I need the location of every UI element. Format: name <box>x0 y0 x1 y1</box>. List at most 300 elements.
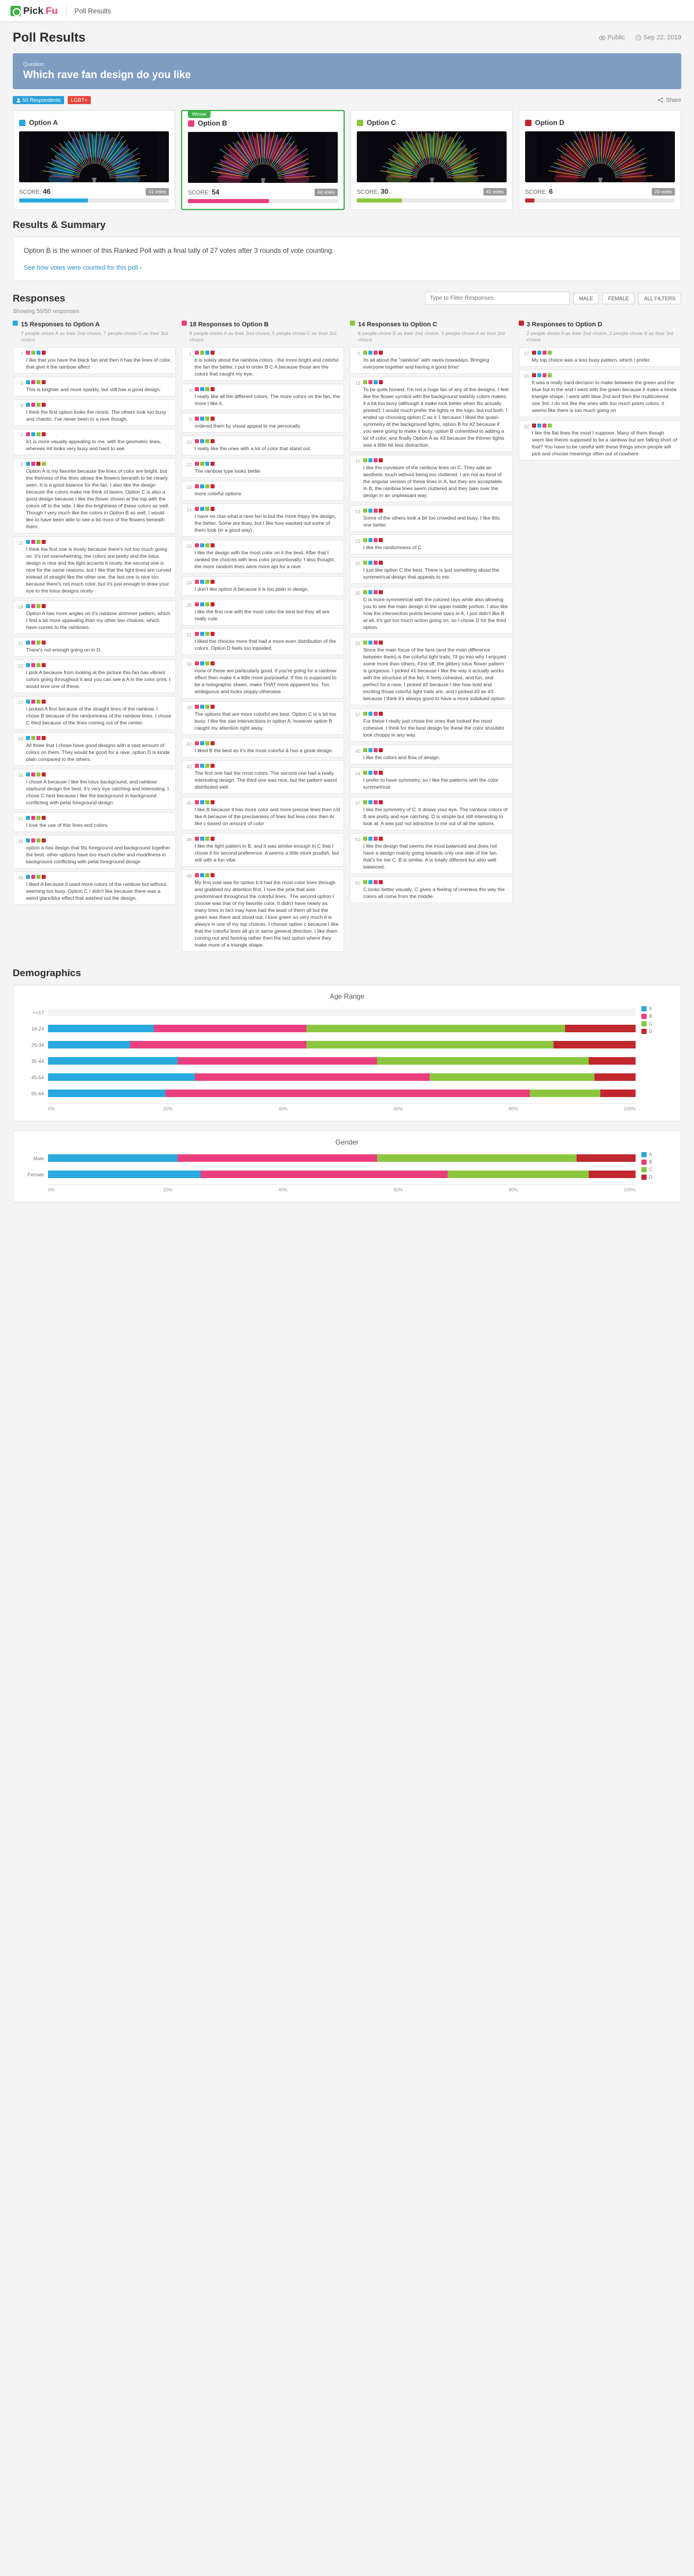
column-subtitle: 7 people chose A as their 2nd choice, 7 people chose C as their 3rd choice <box>21 330 168 343</box>
eye-icon <box>599 35 606 41</box>
response-comment[interactable] <box>182 436 345 455</box>
chart-xtick: 20% <box>163 1187 173 1193</box>
divider <box>66 5 67 17</box>
response-comment[interactable] <box>350 505 513 532</box>
legend-label: B <box>649 1159 652 1165</box>
comment-rank-swatches <box>195 837 341 841</box>
comment-rank-swatches <box>195 543 341 547</box>
comment-text: The options that are more colorful are best. Option C is a bit too busy. I like the star intersections in option A, however option B caught my attention right away. <box>194 711 337 731</box>
comment-rank-swatches <box>195 580 341 584</box>
bar-segment-C <box>448 1171 589 1178</box>
column-title: 18 Responses to Option B <box>189 321 269 328</box>
filter-chip-male[interactable]: MALE <box>573 293 599 304</box>
column-subtitle: 6 people chose B as their 2nd choice, 5 people chose A as their 3rd choice <box>358 330 505 343</box>
response-comment[interactable] <box>182 384 345 410</box>
filter-responses-input[interactable] <box>425 292 570 305</box>
comment-number: 33 <box>355 641 360 646</box>
response-comment[interactable] <box>13 458 176 533</box>
comment-text: I really like all the different colors. The more colors on the fan, the more I like it. <box>194 393 340 406</box>
option-card-option-b[interactable] <box>181 110 345 210</box>
response-comment[interactable] <box>182 658 345 698</box>
response-comment[interactable] <box>13 377 176 396</box>
comment-number: 23 <box>355 538 360 544</box>
comment-rank-swatches <box>363 880 509 884</box>
filter-chip-female[interactable]: FEMALE <box>602 293 634 304</box>
comment-text: I like the symmetry of C. It draws your eye. The rainbow colors of B are pretty and eye catching. D is simple but still interesting to look at. A was just not attractive to me out of all the options. <box>363 806 508 826</box>
chart-bars <box>48 1041 636 1048</box>
bar-segment-C <box>530 1090 600 1097</box>
option-score: SCORE: 54 <box>188 188 220 196</box>
bar-segment-A <box>48 1171 201 1178</box>
bar-segment-A <box>48 1073 195 1081</box>
comment-text: I picked A first because of the straight lines of the rainbow. I chose B because of the randomness of the rainbow lines. I chose C third because of the lines coming out of the center. <box>26 705 172 726</box>
comment-rank-swatches <box>532 351 678 355</box>
option-image[interactable] <box>525 131 675 182</box>
comment-text: I really like the ones with a lot of color that stand out. <box>194 445 312 451</box>
response-comment[interactable] <box>350 377 513 452</box>
results-summary-title: Results & Summary <box>13 219 106 230</box>
comment-rank-swatches <box>195 439 341 443</box>
chart-xtick: 100% <box>623 1187 636 1193</box>
bar-segment-B <box>178 1057 377 1065</box>
date-indicator <box>636 34 681 41</box>
comment-number: 18 <box>18 604 23 610</box>
comment-text: I like the design with the most color on it the best. After that I ranked the choices with less color proportionally. I also thought the more random lines were more apt for a rave. <box>194 549 334 569</box>
response-comment[interactable] <box>182 413 345 433</box>
option-image[interactable] <box>188 132 338 183</box>
legend-item-A[interactable] <box>641 1006 673 1011</box>
response-comment[interactable] <box>13 347 176 374</box>
chart-plot-area <box>21 1152 636 1193</box>
response-comment[interactable] <box>519 420 682 461</box>
comment-text: I liked A because it used more colors of the rainbow but without seeming too busy. Option C I didn't like because there was a weird glare/blur effect that washed out the design. <box>26 881 167 901</box>
comment-number: 47 <box>355 800 360 806</box>
audience-badge <box>68 96 91 104</box>
legend-item-D[interactable] <box>641 1029 673 1034</box>
badges <box>13 96 91 104</box>
comment-number: 34 <box>18 772 23 778</box>
option-score-bar-fill <box>19 198 88 203</box>
comment-rank-swatches <box>363 837 509 841</box>
topbar-title: Poll Results <box>74 6 112 15</box>
bar-segment-B <box>154 1025 307 1032</box>
comment-text: To be quite honest, I'm not a huge fan of any of the designs. I feel like the flower symbol with the background swishly colors makes it a bit too busy (although it make look better when fits actually printed). I would much prefer the lights or the logo, but not both. I ended up choosing option C as # 1 because I liked the quasi-symmetry of the background lights, option B for #2 because if you were going to make it busy, option B committed to adding a lot of color, and finally Option A as #3 because the thinner lights was a little bit less distraction. <box>363 386 509 448</box>
response-comment[interactable] <box>182 870 345 952</box>
comment-text: more colorful options <box>194 490 242 496</box>
date-label: Sep 22, 2019 <box>643 34 681 41</box>
response-comment[interactable] <box>350 587 513 634</box>
chart-category-label: 18-24 <box>31 1025 44 1032</box>
respondents-badge <box>13 96 64 104</box>
response-comment[interactable] <box>182 576 345 596</box>
legend-label: D <box>649 1028 652 1034</box>
option-votes: 44 votes <box>315 189 338 196</box>
comment-rank-swatches <box>26 540 172 544</box>
demographics-title: Demographics <box>13 967 82 978</box>
option-name: Option A <box>29 119 58 127</box>
comment-text: I pick A because from looking at the picture this fan has vibrant colors going throughout it and you can see a A in the color print. I would love one of these. <box>26 669 171 689</box>
chart-bars <box>48 1057 636 1065</box>
chart-xtick: 40% <box>278 1187 288 1193</box>
legend-item-A[interactable] <box>641 1152 673 1157</box>
bar-segment-C <box>377 1057 589 1065</box>
chart-bars <box>48 1073 636 1081</box>
response-comment[interactable] <box>13 399 176 426</box>
legend-label: A <box>649 1006 652 1011</box>
comment-rank-swatches <box>363 712 509 716</box>
comment-rank-swatches <box>195 661 341 665</box>
people-icon <box>16 98 21 102</box>
chart-bars <box>48 1154 636 1162</box>
comment-rank-swatches <box>363 590 509 594</box>
option-header <box>19 119 169 127</box>
comment-number: 24 <box>186 580 192 586</box>
chart-category-label: 55-64 <box>31 1090 44 1096</box>
option-score-row <box>188 188 338 196</box>
comment-number: 26 <box>186 602 192 608</box>
chart-category-label: Female <box>27 1171 44 1177</box>
comment-number: 2 <box>20 351 23 356</box>
comment-number: 49 <box>186 873 192 879</box>
chart-xtick: 80% <box>508 1106 518 1112</box>
response-comment[interactable] <box>182 628 345 655</box>
comment-text: I liked B the best as it's the most colorful & has a great design. <box>194 747 333 753</box>
option-score-bar <box>357 198 507 203</box>
response-comment[interactable] <box>13 660 176 693</box>
comment-rank-swatches <box>363 561 509 565</box>
comment-number: 4 <box>189 387 192 393</box>
comment-rank-swatches <box>26 641 172 645</box>
question-label: Question <box>23 61 45 67</box>
option-name: Option C <box>367 119 396 127</box>
response-comment[interactable] <box>350 535 513 554</box>
comment-number: 20 <box>186 543 192 549</box>
responses-filter-row <box>425 292 681 305</box>
comment-text: This is brighter and more sparkly, but still has a good design. <box>26 386 161 392</box>
option-color-swatch <box>525 120 531 126</box>
option-card-option-a[interactable] <box>13 110 175 210</box>
comment-number: 16 <box>355 458 360 464</box>
comment-rank-swatches <box>532 424 678 428</box>
comment-number: 6 <box>20 403 23 409</box>
comment-text: I liked the choices more that had a more even distribution of the colors. Option D feels too lopsided. <box>194 638 336 651</box>
option-score: SCORE: 6 <box>525 187 553 196</box>
comment-rank-swatches <box>26 403 172 407</box>
column-color-swatch <box>519 321 524 326</box>
comment-number: 27 <box>18 700 23 705</box>
response-comment[interactable] <box>13 637 176 657</box>
chart-xtick: 60% <box>393 1106 403 1112</box>
vote-count-link[interactable]: See how votes were counted for this poll › <box>24 264 142 271</box>
response-comment[interactable] <box>350 745 513 764</box>
comment-rank-swatches <box>195 387 341 391</box>
brand-name-pick: Pick <box>23 5 43 16</box>
comment-number: 10 <box>186 439 192 445</box>
option-image[interactable] <box>357 131 507 182</box>
share-label: Share <box>666 97 681 104</box>
response-comment[interactable] <box>182 481 345 501</box>
chart-legend <box>641 1006 673 1112</box>
response-column-header <box>182 319 345 343</box>
comment-number: 39 <box>186 705 192 711</box>
comment-text: Some of the others look a bit too crowded and busy. I like this one better. <box>363 514 500 528</box>
response-comment[interactable] <box>350 637 513 705</box>
responses-title: Responses <box>13 292 65 304</box>
comment-number: 45 <box>186 800 192 806</box>
responses-header <box>13 292 681 305</box>
comment-rank-swatches <box>363 380 509 384</box>
response-comment[interactable] <box>13 769 176 809</box>
response-comment[interactable] <box>182 760 345 794</box>
response-comment[interactable] <box>182 738 345 757</box>
comment-rank-swatches <box>363 538 509 542</box>
bar-segment-A <box>48 1057 178 1065</box>
response-comment[interactable] <box>182 701 345 735</box>
comment-text: Since the main focus of the fans (and the main difference between them) is the colorful light trails, I'll go into why I enjoyed some more than others. First off, the glittery lotus flower pattern is gorgeous. I picked #1 because I like the way it actually works with the structure of the fan. It feels cohesive, and fun, and perfect for a rave. I picked #2 because I like how bold and exciting those colorful light trails are, and I picked #3 as #3 because I think it's always good to have a more subdued option. <box>363 646 506 701</box>
comment-text: I like the first one with the most color the best but they all are really cute <box>194 608 330 621</box>
response-comment[interactable] <box>519 347 682 367</box>
response-comment[interactable] <box>350 347 513 374</box>
comment-number: 1 <box>189 351 192 356</box>
comment-number: 7 <box>20 432 23 438</box>
chart-row <box>21 1152 636 1165</box>
comment-number: 32 <box>523 424 529 429</box>
app-logo[interactable] <box>10 5 58 17</box>
response-comment[interactable] <box>182 797 345 830</box>
comment-text: I think the first option looks the nicest. The others look too busy and chaotic. I've never been to a rave though. <box>26 409 167 422</box>
comment-rank-swatches <box>26 875 172 879</box>
comment-number: 8 <box>20 462 23 468</box>
comment-text: I like B because it has more color and more precise lines then c/d like A because of the preciseness of lines but less color then A/ like c based on amount of color <box>194 806 340 826</box>
chart-xtick: 60% <box>393 1187 403 1193</box>
option-score-bar <box>188 199 338 203</box>
comment-text: I like the flat lines the most I suppose. Many of them though seem like theres supposed to be a rainbow but are falling short of that? You have to be careful with these things since people will pick and choose meanings often out of nowhere. <box>531 429 677 457</box>
column-color-swatch <box>13 321 18 326</box>
share-button[interactable] <box>658 97 681 104</box>
response-comment[interactable] <box>350 833 513 874</box>
comment-text: I think the first one is lovely because there's not too much going on. It's not overwhelming, the colors are pretty and the lotus design is nice and the light accents it nicely. the second one is nice for the same reasons, but I like that the light lines are curved instead of straight like the other one. the last one is nice too because there's not much color, but it's just enough to draw your eye to the lotus designs nicely <box>26 546 171 594</box>
response-comment[interactable] <box>350 708 513 742</box>
chart-category-label: 25-34 <box>31 1042 44 1048</box>
response-comment[interactable] <box>182 347 345 381</box>
option-header <box>188 119 338 127</box>
comment-rank-swatches <box>363 748 509 752</box>
comment-text: Its all about the "rainbow" with raves nowadays. Bringing everyone together and having a good time! <box>363 356 489 370</box>
comment-number: 12 <box>186 462 192 468</box>
response-comment[interactable] <box>350 557 513 584</box>
comment-rank-swatches <box>26 838 172 842</box>
response-comment[interactable] <box>13 871 176 905</box>
bar-segment-B <box>130 1041 307 1048</box>
response-comment[interactable] <box>13 733 176 766</box>
bar-segment-A <box>48 1154 178 1162</box>
responses-columns <box>13 319 681 955</box>
chart-xtick: 80% <box>508 1187 518 1193</box>
response-comment[interactable] <box>13 696 176 730</box>
comment-number: 31 <box>186 632 192 638</box>
response-comment[interactable] <box>350 797 513 830</box>
bar-segment-B <box>195 1073 430 1081</box>
comment-text: I just like option C the best. There is just something about the symmetrical design that appeals to me. <box>363 566 500 580</box>
response-comment[interactable] <box>13 429 176 455</box>
comment-text: My first vote was for option b it had the most color lines through and grabbed my attention first. I love the pink that was predominant throughout the colorful lines.. The second option I choose was that of my favorite color. It didn't have nearly as many lines in fact may have had the least of them all but the green was there and stood out. I love green so very much it is always in one of my top choices. I choose option c because I like that the colorful lines all go in same general direction. I like them coming out and fanning rather then the last option where they make more of a triangle shape. <box>194 879 339 948</box>
comment-text: #1 is more visually appealing to me, with the geometric lines, whereas #4 looks very busy and hard to see. <box>26 438 161 451</box>
comment-rank-swatches <box>532 373 678 377</box>
bar-segment-C <box>377 1154 577 1162</box>
chart-bars <box>48 1009 636 1016</box>
comment-text: ordered them by visual appeal to me personally <box>194 422 301 429</box>
comment-rank-swatches <box>195 507 341 511</box>
chart-row <box>21 1022 636 1035</box>
comment-text: I like the colors and flow of design. <box>363 754 440 760</box>
column-title: 15 Responses to Option A <box>21 321 100 328</box>
share-icon <box>658 97 663 103</box>
results-summary-card <box>13 237 681 281</box>
comment-text: For these I really just chose the ones that looked the most cohesive. I think for the best design for these the color shouldnt look choppy in any way. <box>363 717 504 738</box>
response-comment[interactable] <box>182 599 345 625</box>
response-comment[interactable] <box>182 833 345 867</box>
legend-item-C[interactable] <box>641 1167 673 1172</box>
option-votes: 41 votes <box>483 188 507 196</box>
chart-category-label: Male <box>33 1155 44 1161</box>
bar-segment-D <box>589 1171 636 1178</box>
comment-text: C is more symmetrical with the colored rays while also allowing you to see the main design in the upper middle portion. I also like how the intersection points become stars in A, I just didn't like B at all, it's got too much action going on, so I chose D for the third option. <box>363 596 508 630</box>
response-comment[interactable] <box>13 835 176 869</box>
bar-segment-B <box>178 1154 377 1162</box>
option-name: Option B <box>198 119 227 127</box>
comment-number: 50 <box>355 880 360 886</box>
option-score: SCORE: 30 <box>357 187 389 196</box>
response-comment[interactable] <box>182 540 345 573</box>
option-header <box>357 119 507 127</box>
comment-number: 49 <box>18 875 23 881</box>
option-score-row <box>19 187 169 196</box>
chart-card-age-range <box>13 985 681 1121</box>
chart-bars <box>48 1171 636 1178</box>
option-score-bar-fill <box>357 198 402 203</box>
chart-row <box>21 1039 636 1051</box>
comment-number: 11 <box>18 540 23 546</box>
comment-text: I like the light pattern in B, and it was similar enough in C that I chose it for second preference. A seems a little more prudish, but still with a fun vibe. <box>194 842 339 863</box>
legend-label: C <box>649 1021 652 1026</box>
comment-number: 28 <box>523 373 529 379</box>
comment-number: 36 <box>186 661 192 667</box>
winner-tag: Winner <box>188 111 211 118</box>
bar-segment-C <box>307 1025 565 1032</box>
comment-text: none of these are particularly good. if you're going for a rainbow effect then make it a little more purposeful. If this is supposed to be a holographic sheen, make THAT more apparent too. Too ambiguous and looks sloppy otherwise <box>194 667 337 694</box>
comment-text: I like the design that seems the most balanced and does not have a design mainly going towards only one side of the fan. that's for me C. B is similar. A is totally different but also well balanced. <box>363 842 498 870</box>
chart-xtick: 0% <box>48 1106 55 1112</box>
column-title: 3 Responses to Option D <box>526 321 603 328</box>
comment-number: 48 <box>18 838 23 844</box>
question-text: Which rave fan design do you like <box>23 69 191 80</box>
question-card <box>13 53 681 89</box>
comment-rank-swatches <box>26 736 172 740</box>
bar-segment-A <box>48 1090 165 1097</box>
chart-row <box>21 1168 636 1181</box>
comment-rank-swatches <box>195 462 341 466</box>
bar-segment-D <box>595 1073 636 1081</box>
comment-text: I like that you have the black fan and then it has the lines of color, that give it the rainbow affect <box>26 356 172 370</box>
response-comment[interactable] <box>182 503 345 537</box>
comment-number: 22 <box>18 663 23 669</box>
option-color-swatch <box>357 120 363 126</box>
legend-item-D[interactable] <box>641 1175 673 1180</box>
option-score-bar-fill <box>188 199 269 203</box>
comment-number: 17 <box>523 351 529 356</box>
comment-text: I like the curvature of the rainbow lines on C. They add an aesthetic touch without being too cluttered. I am not as fond of the angular version of these lines in A, but they are acceptable. In B, the rainbow lines seem cluttered and they take over the design in an unpleasant way. <box>363 464 503 498</box>
chart-title: Gender <box>335 1138 359 1146</box>
comment-rank-swatches <box>195 873 341 877</box>
column-color-swatch <box>182 321 187 326</box>
option-card-option-d[interactable] <box>519 110 681 210</box>
response-comment[interactable] <box>13 601 176 634</box>
legend-label: B <box>649 1013 652 1019</box>
comment-rank-swatches <box>195 741 341 745</box>
comment-text: I chose A because I like the lotus background, and rainbow starburst design the best, it's very eye catching and interesting. I chose C next because I like the background in background conflicting with petal foreground design. <box>26 778 169 805</box>
comment-text: I love the use of thin lines and colors <box>26 822 108 828</box>
chart-x-axis <box>48 1103 636 1112</box>
chart-xtick: 20% <box>163 1106 173 1112</box>
response-comment[interactable] <box>13 536 176 598</box>
response-comment[interactable] <box>350 767 513 794</box>
chart-xtick: 40% <box>278 1106 288 1112</box>
comment-text: I prefer to have symmetry, so I like the patterns with the color symmetrical <box>363 777 499 790</box>
comment-text: I have no clue what a rave fan is but the more frippy the design, the better. Some are busy, but I like how wacked out some of them look (in a good way) <box>194 513 336 533</box>
option-score: SCORE: 46 <box>19 187 51 196</box>
comment-rank-swatches <box>26 432 172 436</box>
legend-label: D <box>649 1174 652 1180</box>
response-comment[interactable] <box>519 370 682 417</box>
response-comment[interactable] <box>182 458 345 478</box>
legend-item-C[interactable] <box>641 1021 673 1026</box>
chart-row <box>21 1006 636 1019</box>
legend-item-B[interactable] <box>641 1014 673 1019</box>
summary-text: Option B is the winner of this Ranked Poll with a final tally of 27 votes after 3 rounds of vote counting. <box>24 246 334 255</box>
response-comment[interactable] <box>13 812 176 832</box>
chart-row <box>21 1087 636 1100</box>
response-comment[interactable] <box>350 877 513 903</box>
chart-row <box>21 1071 636 1084</box>
clock-icon <box>636 35 641 41</box>
bar-segment-C <box>307 1041 553 1048</box>
comment-text: The rainbow type looks better <box>194 468 261 474</box>
chart-category-label: 35-44 <box>31 1058 44 1064</box>
comment-rank-swatches <box>363 800 509 804</box>
column-subtitle: 2 people chose A as their 2nd choice, 2 people chose B as their 3rd choice <box>526 330 674 343</box>
legend-item-B[interactable] <box>641 1160 673 1165</box>
column-subtitle: 8 people chose A as their 2nd choice, 5 people chose C as their 3rd choice <box>189 330 337 343</box>
comment-text: Option A is my favorite because the lines of color are bright, but the thinness of the lines allows the flowers beneath to be clearly seen. It is a good balance for the fan. I also like the design because the colors make me think of lasers. Option C is also a good design because I like the flower shown at the top with the colors off to the side. I like the brightness of these colors as well. Though I very much like the colors in Option B as well, I would like to have been able to see a bit more of the flowers beneath them. <box>26 468 169 529</box>
comment-rank-swatches <box>26 462 172 466</box>
comment-number: 13 <box>186 484 192 490</box>
comment-rank-swatches <box>195 484 341 488</box>
option-card-option-c[interactable] <box>350 110 513 210</box>
chart-bars <box>48 1025 636 1032</box>
chart-category-label: 45-54 <box>31 1074 44 1080</box>
response-column-1 <box>13 319 176 908</box>
comment-number: 42 <box>186 741 192 747</box>
showing-count: Showing 50/50 responses <box>13 308 80 315</box>
filter-chip-all-filters[interactable]: ALL FILTERS <box>638 293 681 304</box>
comment-text: b is solely about the rainbow colors - the more bright and colorful the fan the better. I put in order B C A because those are the colors that caught my eye. <box>194 356 339 377</box>
response-comment[interactable] <box>350 455 513 502</box>
option-image[interactable] <box>19 131 169 182</box>
option-name: Option D <box>535 119 564 127</box>
demographics-charts <box>13 985 681 1202</box>
bar-segment-D <box>577 1154 636 1162</box>
comment-text: The first one had the most colors. The second one had a really interesting design. The third one was nice, but the pattern wasnt distributed well. <box>194 770 337 790</box>
